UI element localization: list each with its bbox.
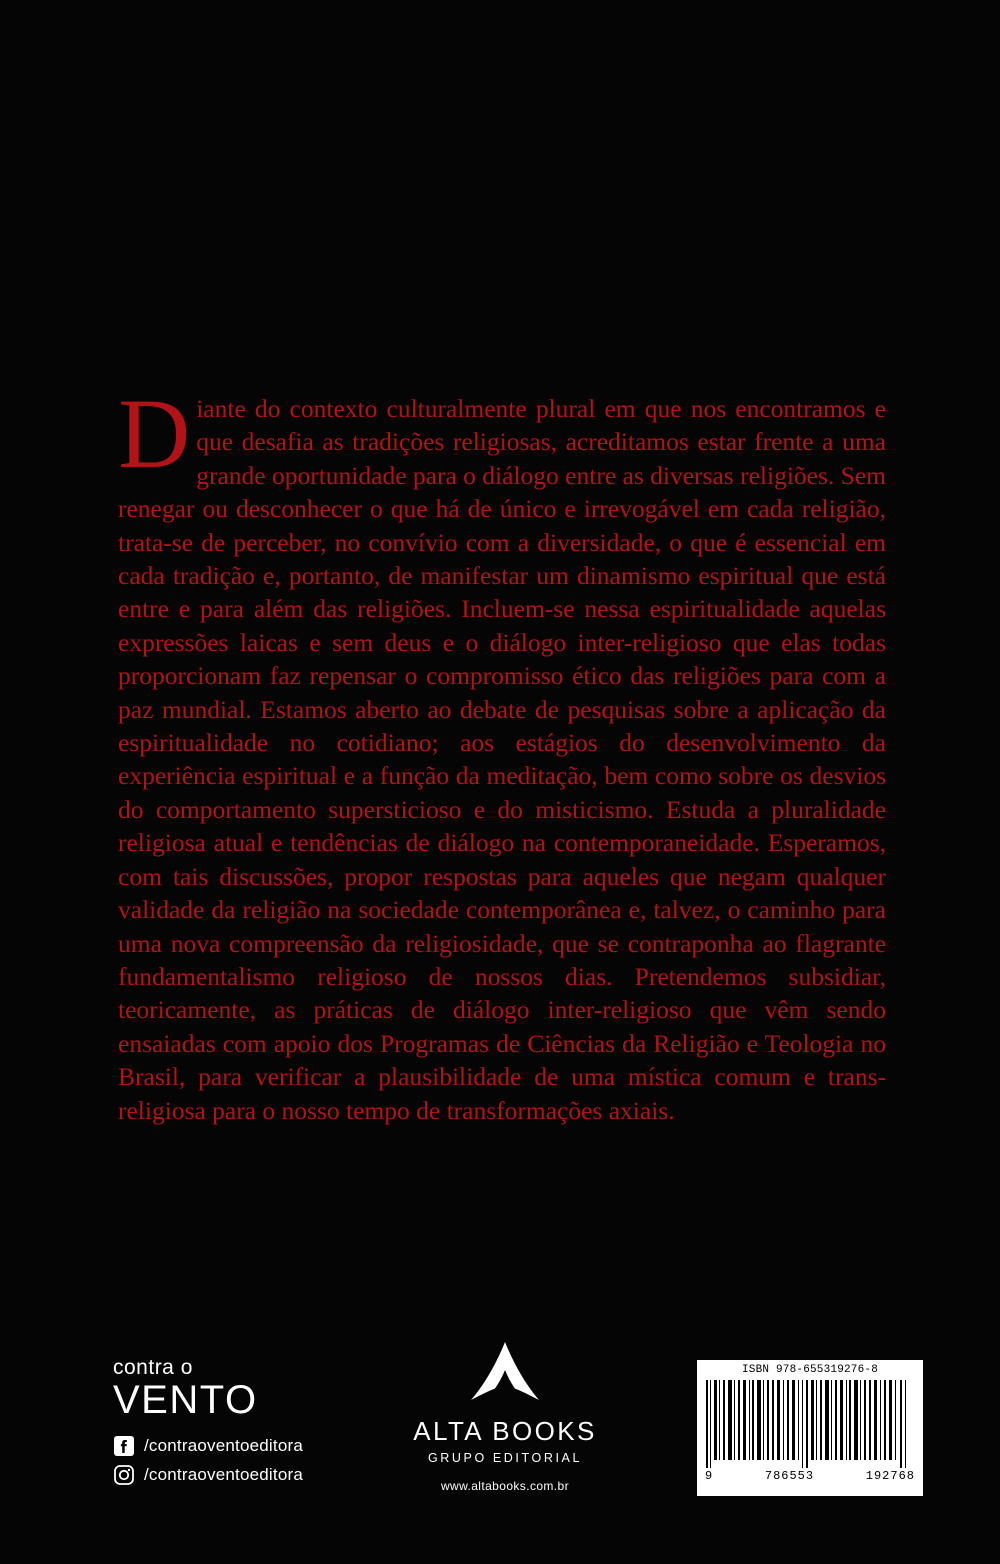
alta-books-arrow-icon	[400, 1340, 610, 1412]
publisher-alta-books	[400, 1340, 610, 1493]
barcode-digit-group1: 786553	[764, 1469, 815, 1483]
drop-cap: D	[118, 378, 191, 489]
blurb-body: iante do contexto culturalmente plural em que nos encontramos e que desafia as tradições religiosas, acreditamos estar frente a uma grande oportunidade para o diálogo entre as diversas religiões. Sem renegar ou desconhecer o que há de único e irrevogável em cada religião, trata-se de perceber, no convívio com a diversidade, o que é essencial em cada tradição e, portanto, de manifestar um dinamismo espiritual que está entre e para além das religiões. Incluem-se nessa espiritualidade aquelas expressões laicas e sem deus e o diálogo inter-religioso que elas todas proporcionam faz repensar o compromisso ético das religiões para com a paz mundial. Estamos aberto ao debate de pesquisas sobre a aplicação da espiritualidade no cotidiano; aos estágios do desenvolvimento da experiência espiritual e a função da meditação, bem como sobre os desvios do comportamento supersticioso e do misticismo. Estuda a pluralidade religiosa atual e tendências de diálogo na contemporaneidade. Esperamos, com tais discussões, propor respostas para aqueles que negam qualquer validade da religião na sociedade contemporânea e, talvez, o caminho para uma nova compreensão da religiosidade, que se contraponha ao flagrante fundamentalismo religioso de nossos dias. Pretendemos subsidiar, teoricamente, as práticas de diálogo inter-religioso que vêm sendo ensaiadas com apoio dos Programas de Ciências da Religião e Teologia no Brasil, para verificar a plausibilidade de uma mística comum e trans-religiosa para o nosso tempo de transformações axiais.	[118, 394, 886, 1125]
social-item-instagram[interactable]	[113, 1464, 373, 1486]
footer-area	[0, 1334, 1000, 1564]
barcode-digit-left: 9	[705, 1469, 714, 1483]
facebook-handle: /contraoventoeditora	[144, 1436, 303, 1455]
social-item-facebook[interactable]	[113, 1435, 373, 1457]
isbn-label: ISBN 978-655319276-8	[741, 1364, 879, 1376]
barcode-digit-group2: 192768	[865, 1469, 915, 1483]
social-links	[113, 1435, 373, 1486]
contra-name-line2: VENTO	[113, 1378, 258, 1422]
alta-books-website[interactable]: www.altabooks.com.br	[440, 1479, 570, 1493]
contra-name-line1: contra o	[113, 1356, 193, 1379]
barcode-digits	[703, 1468, 917, 1483]
blurb-paragraph	[118, 378, 886, 1127]
publisher-contra-o-vento	[113, 1356, 373, 1493]
alta-books-subtitle: GRUPO EDITORIAL	[427, 1451, 583, 1465]
instagram-handle: /contraoventoeditora	[144, 1465, 303, 1484]
facebook-icon	[113, 1435, 135, 1457]
alta-books-name: ALTA BOOKS	[413, 1416, 597, 1446]
barcode-bars	[703, 1380, 917, 1468]
instagram-icon	[113, 1464, 135, 1486]
barcode-block	[697, 1360, 923, 1496]
